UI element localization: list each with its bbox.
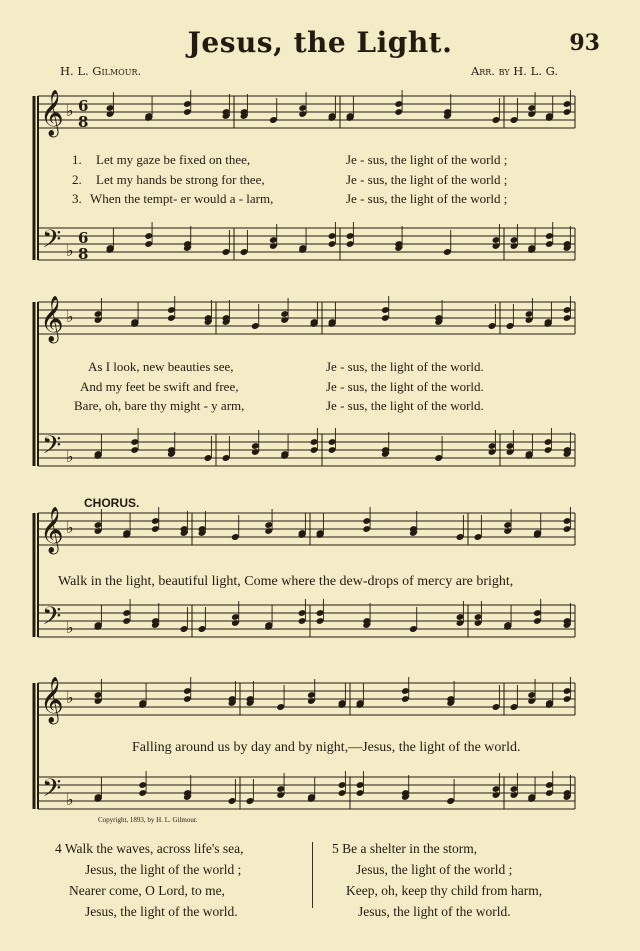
verse-5: 5 Be a shelter in the storm, Jesus, the light of the world ; Keep, oh, keep thy child from harm, Jesus, the light of the world. xyxy=(332,841,543,919)
page-number: 93 xyxy=(569,30,600,56)
time-signature: 6 xyxy=(78,229,89,247)
page-title: Jesus, the Light. xyxy=(187,26,453,59)
key-flat: ♭ xyxy=(66,790,74,809)
verse-4: 4 Walk the waves, across life's sea, Jesus, the light of the world ; Nearer come, O Lord, to me, Jesus, the light of the world. xyxy=(55,841,244,919)
treble-clef: 𝄞 xyxy=(40,90,64,136)
key-flat: ♭ xyxy=(66,101,74,120)
bass-clef: 𝄢 xyxy=(42,225,62,260)
treble-clef: 𝄞 xyxy=(40,507,64,553)
bass-clef: 𝄢 xyxy=(42,431,62,466)
time-signature: 8 xyxy=(78,113,89,131)
chorus-lyric-line: Falling around us by day and by night,—Jesus, the light of the world. xyxy=(132,740,521,755)
chorus-label: CHORUS. xyxy=(84,496,140,510)
time-signature: 6 xyxy=(78,97,89,115)
time-signature: 8 xyxy=(78,245,89,263)
composer-credit: H. L. Gilmour. xyxy=(60,64,142,78)
key-flat: ♭ xyxy=(66,518,74,537)
treble-clef: 𝄞 xyxy=(40,296,64,342)
bass-clef: 𝄢 xyxy=(42,602,62,637)
arranger-credit: Arr. by H. L. G. xyxy=(470,64,558,78)
key-flat: ♭ xyxy=(66,241,74,260)
chorus-lyric-line: Walk in the light, beautiful light, Come where the dew-drops of mercy are bright, xyxy=(58,574,514,589)
bass-clef: 𝄢 xyxy=(42,774,62,809)
treble-clef: 𝄞 xyxy=(40,677,64,723)
copyright-notice: Copyright, 1893, by H. L. Gilmour. xyxy=(98,816,198,824)
verse-divider xyxy=(312,842,313,908)
key-flat: ♭ xyxy=(66,688,74,707)
key-flat: ♭ xyxy=(66,447,74,466)
key-flat: ♭ xyxy=(66,307,74,326)
key-flat: ♭ xyxy=(66,618,74,637)
